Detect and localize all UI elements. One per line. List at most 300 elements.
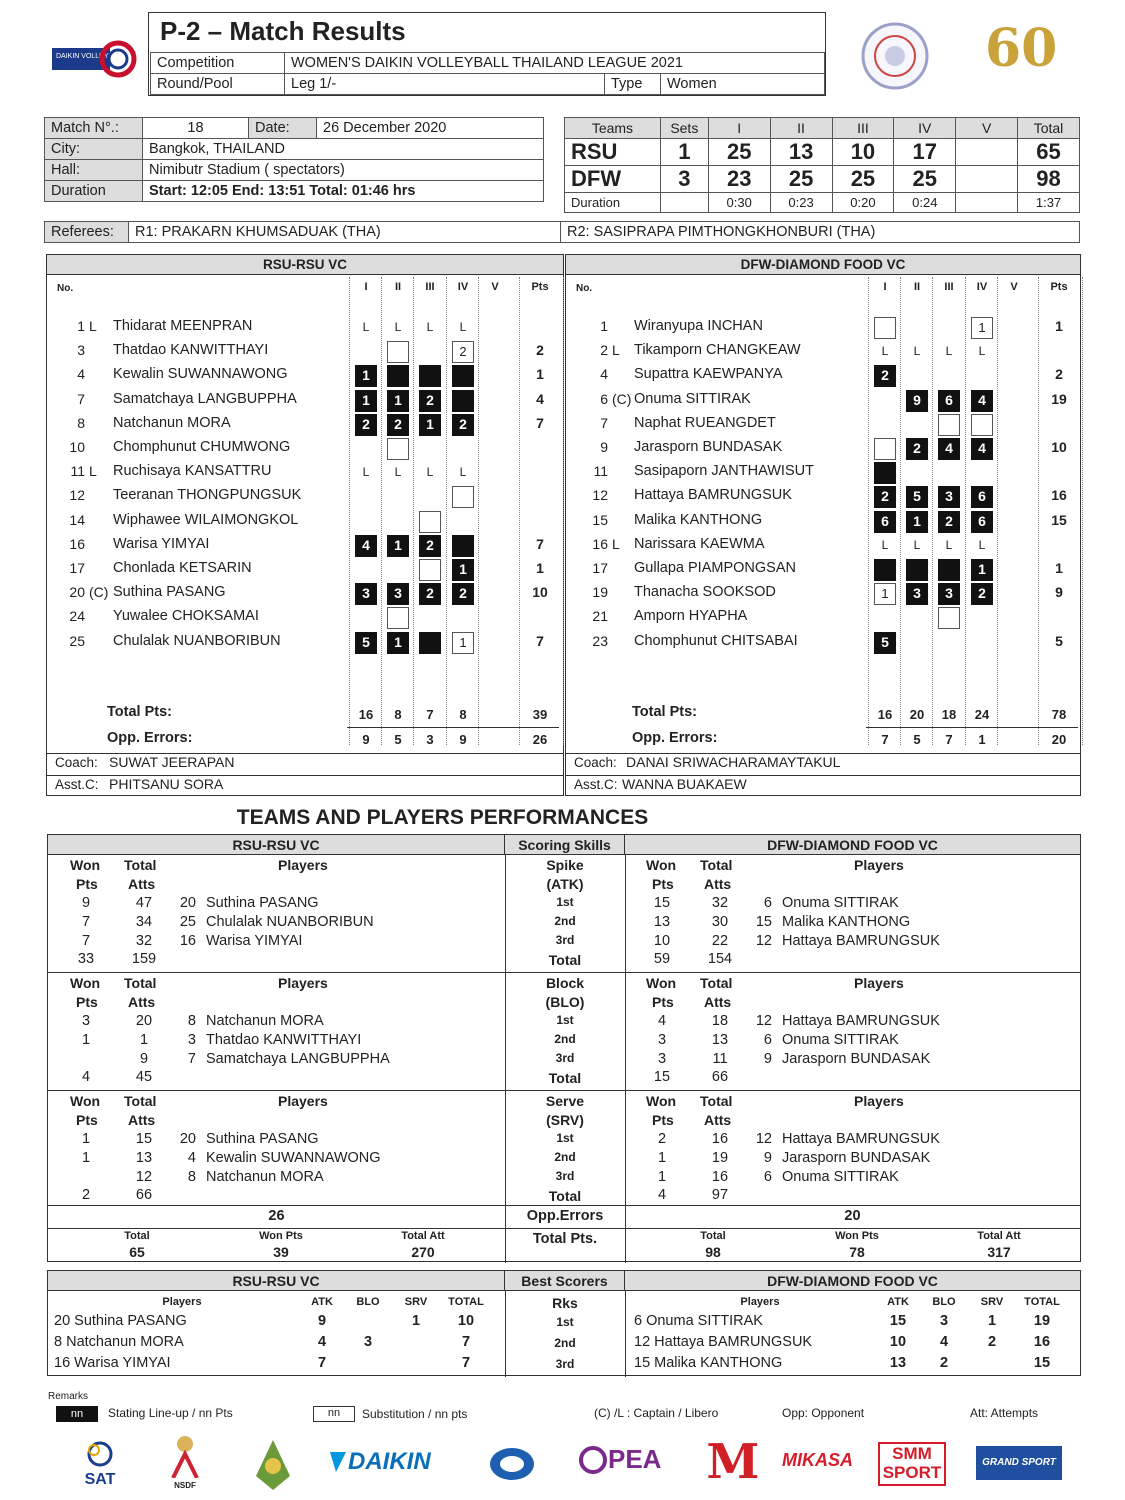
libero-mark: L [426, 320, 434, 334]
won-pts: 3 [81, 1013, 91, 1029]
substitution-cell [938, 607, 960, 629]
column-divider [381, 277, 382, 745]
perf-header: Players [854, 1093, 904, 1109]
player-name: Chomphunut CHUMWONG [113, 439, 291, 455]
player-name: Natchanun MORA [206, 1169, 324, 1185]
perf-team-a: RSU-RSU VC [48, 835, 505, 855]
substitution-cell [452, 486, 474, 508]
skill-total-label: Total [548, 1188, 582, 1204]
best-header: ATK [311, 1296, 333, 1308]
score-cell [956, 139, 1018, 166]
set-opp-error: 3 [426, 732, 434, 747]
summary-header: Total [124, 1230, 150, 1242]
column-divider [965, 277, 966, 745]
set-header: IV [976, 281, 988, 293]
starting-lineup-cell [419, 632, 441, 654]
competition-table [150, 52, 825, 95]
opp-errors-a: 26 [268, 1208, 285, 1224]
player-number: 4 [187, 1150, 196, 1166]
starting-lineup-cell: 2 [419, 583, 441, 605]
perf-header: Won [646, 975, 677, 991]
score-header-4: III [832, 118, 894, 139]
best-header: SRV [404, 1296, 428, 1308]
substitution-cell [971, 414, 993, 436]
coach-name: DANAI SRIWACHARAMAYTAKUL [626, 754, 841, 770]
perf-header: Total [124, 975, 157, 991]
daikin-logo: DAIKIN [328, 1448, 458, 1488]
starting-lineup-cell: 4 [355, 535, 377, 557]
starting-lineup-cell [452, 390, 474, 412]
duration-cell: 0:24 [894, 193, 956, 213]
perf-header: Players [854, 857, 904, 873]
summary-header: Total [700, 1230, 726, 1242]
atts-total: 97 [711, 1187, 729, 1203]
starting-lineup-cell: 4 [938, 438, 960, 460]
player-number: 4 [600, 366, 608, 383]
player-name: Samatchaya LANGBUPPHA [206, 1051, 390, 1067]
player-number: 8 [77, 414, 85, 431]
summary-header: Won Pts [259, 1230, 303, 1242]
best-stat: 3 [363, 1334, 373, 1350]
player-name: Natchanun MORA [113, 414, 231, 431]
player-name: Kewalin SUWANNAWONG [113, 366, 288, 383]
no-header: No. [57, 283, 74, 294]
starting-lineup-cell [452, 365, 474, 387]
set-total: 24 [974, 707, 990, 722]
skill-name: Block [545, 975, 585, 991]
perf-header: Won [70, 975, 101, 991]
perf-skills-header: Scoring Skills [505, 835, 625, 855]
perf-header: Pts [652, 994, 674, 1010]
competition-value: WOMEN'S DAIKIN VOLLEYBALL THAILAND LEAGUE 2021 [285, 53, 825, 74]
player-name: Naphat RUEANGDET [634, 414, 776, 431]
total-atts: 47 [135, 895, 153, 911]
best-header: TOTAL [448, 1296, 484, 1308]
best-header: TOTAL [1024, 1296, 1060, 1308]
player-points: 1 [536, 366, 544, 383]
column-divider [349, 277, 350, 745]
best-player: 16 Warisa YIMYAI [54, 1355, 171, 1371]
player-name: Chulalak NUANBORIBUN [206, 914, 374, 930]
skill-abbr: (SRV) [546, 1112, 584, 1128]
player-number: 20 [179, 1131, 196, 1147]
best-stat: 4 [317, 1334, 327, 1350]
perf-header: Atts [128, 876, 156, 892]
starting-lineup-cell [387, 365, 409, 387]
atts-total: 66 [135, 1187, 153, 1203]
libero-mark: L [945, 537, 953, 552]
score-header-3: II [770, 118, 832, 139]
starting-lineup-cell: 3 [938, 486, 960, 508]
total-pts-label: Total Pts. [532, 1231, 598, 1247]
type-value: Women [661, 74, 825, 95]
player-tag: L [612, 535, 620, 552]
summary-header: Total Att [401, 1230, 445, 1242]
perf-header: Players [278, 857, 328, 873]
match-hall: Nimibutr Stadium ( spectators) [143, 160, 544, 181]
player-name: Onuma SITTIRAK [782, 1032, 899, 1048]
player-number: 17 [69, 560, 85, 576]
best-player: 8 Natchanun MORA [54, 1334, 184, 1350]
player-number: 16 [592, 535, 608, 552]
player-name: Wiranyupa INCHAN [634, 318, 763, 334]
player-number: 8 [187, 1013, 196, 1029]
substitution-cell [419, 559, 441, 581]
best-header: Players [740, 1296, 780, 1308]
player-name: Teeranan THONGPUNGSUK [113, 487, 302, 504]
best-stat: 16 [1033, 1334, 1051, 1350]
score-cell: 13 [770, 139, 832, 166]
coach-label: Coach: [55, 755, 98, 770]
grand-sport-logo: GRAND SPORT [976, 1446, 1062, 1480]
player-tag: (C) [612, 390, 632, 407]
won-pts: 1 [657, 1150, 667, 1166]
rank-label: 3rd [555, 933, 575, 947]
score-cell: 65 [1018, 139, 1080, 166]
date-label: Date: [249, 118, 317, 139]
player-points: 1 [1055, 560, 1063, 576]
perf-header: Atts [128, 994, 156, 1010]
best-stat: 15 [889, 1313, 907, 1329]
divider [48, 1090, 1080, 1091]
best-stat: 9 [317, 1313, 327, 1329]
player-number: 25 [179, 914, 196, 930]
player-name: Thidarat MEENPRAN [113, 318, 253, 334]
total-pts-label: Total Pts: [632, 704, 697, 720]
starting-lineup-cell: 2 [452, 583, 474, 605]
best-stat: 3 [939, 1313, 949, 1329]
starting-lineup-cell [874, 559, 896, 581]
best-player: 12 Hattaya BAMRUNGSUK [634, 1334, 813, 1350]
total-atts: 19 [711, 1150, 729, 1166]
rank-label: 1st [556, 1131, 574, 1145]
substitution-cell [938, 414, 960, 436]
pts-header: Pts [531, 281, 549, 293]
column-divider [1038, 277, 1039, 745]
player-number: 9 [763, 1051, 772, 1067]
player-points: 7 [536, 535, 544, 552]
won-pts: 13 [653, 914, 671, 930]
player-number: 6 [763, 1169, 772, 1185]
player-number: 16 [179, 933, 196, 949]
perf-header: Atts [704, 994, 732, 1010]
score-cell: 1 [660, 139, 708, 166]
score-cell: 25 [832, 166, 894, 193]
attempts-legend: Att: Attempts [970, 1406, 1039, 1420]
starting-lineup-cell: 2 [419, 390, 441, 412]
opp-errors-b: 20 [844, 1208, 861, 1224]
player-name: Jarasporn BUNDASAK [782, 1150, 931, 1166]
player-name: Suthina PASANG [206, 1131, 319, 1147]
player-name: Yuwalee CHOKSAMAI [113, 608, 259, 625]
player-points: 19 [1051, 390, 1067, 407]
libero-mark: L [394, 320, 402, 334]
starting-lineup-cell: 4 [971, 438, 993, 460]
substitution-cell: 1 [874, 583, 896, 605]
starting-legend-box: nn [56, 1406, 98, 1422]
player-points: 7 [536, 414, 544, 431]
libero-mark: L [945, 344, 953, 359]
perf-header: Pts [76, 876, 98, 892]
perf-header: Pts [76, 994, 98, 1010]
player-number: 16 [69, 535, 85, 552]
divider [48, 1228, 1080, 1229]
player-name: Sasipaporn JANTHAWISUT [634, 463, 814, 480]
asst-coach-name: WANNA BUAKAEW [622, 776, 747, 792]
set-header: V [1010, 281, 1018, 293]
won-pts: 1 [657, 1169, 667, 1185]
starting-lineup-cell: 2 [906, 438, 928, 460]
player-name: Narissara KAEWMA [634, 535, 765, 552]
nsdf-logo: NSDF [160, 1434, 210, 1496]
set-header: V [491, 281, 499, 293]
set-total: 78 [1051, 707, 1067, 722]
player-name: Jarasporn BUNDASAK [782, 1051, 931, 1067]
smm-sport-logo: SMM SPORT [878, 1442, 946, 1486]
perf-header: Atts [704, 876, 732, 892]
best-stat: 13 [889, 1355, 907, 1371]
player-name: Gullapa PIAMPONGSAN [634, 560, 796, 576]
remarks-label: Remarks [48, 1391, 89, 1402]
player-name: Suthina PASANG [113, 584, 226, 601]
player-number: 23 [592, 632, 608, 649]
player-name: Thanacha SOOKSOD [634, 584, 776, 601]
perf-header: Pts [652, 876, 674, 892]
round-value: Leg 1/- [285, 74, 605, 95]
round-label: Round/Pool [151, 74, 285, 95]
coach-name: SUWAT JEERAPAN [109, 754, 235, 770]
starting-lineup-cell: 1 [387, 535, 409, 557]
player-number: 1 [600, 318, 608, 334]
won-pts: 15 [653, 895, 671, 911]
column-divider [478, 277, 479, 745]
substitution-legend-box: nn [313, 1406, 355, 1422]
match-no: 18 [143, 118, 249, 139]
player-number: 7 [77, 390, 85, 407]
substitution-cell: 1 [971, 317, 993, 339]
libero-mark: L [978, 537, 986, 552]
set-total: 20 [909, 707, 925, 722]
set-opp-error: 20 [1051, 732, 1067, 747]
summary-value: 317 [987, 1244, 1011, 1260]
set-total: 8 [394, 707, 402, 722]
starting-lineup-cell [874, 462, 896, 484]
starting-lineup-cell [419, 365, 441, 387]
player-name: Thatdao KANWITTHAYI [206, 1032, 362, 1048]
won-pts: 10 [653, 933, 671, 949]
atts-total: 45 [135, 1069, 153, 1085]
score-cell: 25 [770, 166, 832, 193]
referee-2: R2: SASIPRAPA PIMTHONGKHONBURI (THA) [561, 222, 1080, 243]
player-points: 16 [1051, 487, 1067, 504]
sponsor-bar [60, 1432, 1080, 1498]
best-stat: 1 [987, 1313, 997, 1329]
match-city: Bangkok, THAILAND [143, 139, 544, 160]
set-header: III [425, 281, 435, 293]
perf-header: Total [124, 1093, 157, 1109]
set-opp-error: 5 [913, 732, 921, 747]
player-points: 2 [536, 342, 544, 359]
starting-lineup-cell: 1 [906, 511, 928, 533]
player-name: Chonlada KETSARIN [113, 560, 252, 576]
player-name: Hattaya BAMRUNGSUK [782, 1013, 940, 1029]
player-number: 3 [187, 1032, 196, 1048]
player-name: Thatdao KANWITTHAYI [113, 342, 269, 359]
player-number: 11 [70, 463, 85, 480]
player-points: 2 [1055, 366, 1063, 383]
player-name: Malika KANTHONG [634, 511, 763, 528]
perf-header: Won [646, 857, 677, 873]
won-pts-total: 4 [81, 1069, 91, 1085]
player-points: 5 [1055, 632, 1063, 649]
federation-seal [860, 20, 930, 92]
score-cell: 17 [894, 139, 956, 166]
set-opp-error: 7 [945, 732, 953, 747]
starting-lineup-cell: 6 [874, 511, 896, 533]
score-cell: 23 [708, 166, 770, 193]
won-pts: 7 [81, 933, 91, 949]
rank-label: 1st [556, 1315, 574, 1329]
player-points: 15 [1051, 511, 1067, 528]
column-divider [519, 277, 520, 745]
league-logo [50, 38, 138, 82]
opp-errors-label: Opp. Errors: [107, 730, 193, 746]
starting-lineup-cell: 1 [387, 390, 409, 412]
player-name: Onuma SITTIRAK [782, 895, 899, 911]
m-lifestore-logo: M [706, 1434, 760, 1490]
skill-abbr: (BLO) [545, 994, 585, 1010]
perf-header: Total [700, 975, 733, 991]
pea-logo: PEA [578, 1444, 672, 1488]
libero-mark: L [913, 537, 921, 552]
starting-lineup-cell: 2 [938, 511, 960, 533]
total-atts: 22 [711, 933, 729, 949]
player-number: 7 [600, 414, 608, 431]
rank-label: 1st [556, 1013, 574, 1027]
won-pts: 1 [81, 1150, 91, 1166]
opponent-legend: Opp: Opponent [782, 1406, 865, 1420]
total-atts: 34 [135, 914, 153, 930]
perf-header: Total [700, 1093, 733, 1109]
player-number: 6 [763, 895, 772, 911]
player-name: Natchanun MORA [206, 1013, 324, 1029]
set-total: 39 [532, 707, 548, 722]
player-name: Chulalak NUANBORIBUN [113, 632, 281, 649]
best-scorers-table [47, 1270, 1081, 1376]
player-name: Samatchaya LANGBUPPHA [113, 390, 297, 407]
perf-header: Atts [704, 1112, 732, 1128]
set-header: I [883, 281, 887, 293]
starting-lineup-cell: 6 [938, 390, 960, 412]
player-name: Wiphawee WILAIMONGKOL [113, 511, 299, 528]
rank-label: 2nd [554, 1032, 576, 1046]
column-divider [413, 277, 414, 745]
summary-value: 98 [705, 1244, 721, 1260]
player-number: 17 [592, 560, 608, 576]
coach-label: Coach: [574, 755, 617, 770]
player-number: 11 [593, 463, 608, 480]
set-total: 8 [459, 707, 467, 722]
set-opp-error: 1 [978, 732, 986, 747]
referees-table [44, 221, 1080, 243]
won-pts: 7 [81, 914, 91, 930]
score-cell: 25 [894, 166, 956, 193]
skill-name: Spike [546, 857, 584, 873]
score-header-2: I [708, 118, 770, 139]
match-info-table [44, 117, 544, 202]
best-header: Players [162, 1296, 202, 1308]
starting-lineup-cell: 6 [971, 486, 993, 508]
skill-total-label: Total [548, 1070, 582, 1086]
total-atts: 30 [711, 914, 729, 930]
competition-label: Competition [151, 53, 285, 74]
set-opp-error: 9 [459, 732, 467, 747]
player-tag: L [89, 318, 97, 334]
divider [48, 972, 1080, 973]
starting-lineup-cell: 2 [452, 414, 474, 436]
player-number: 4 [77, 366, 85, 383]
libero-mark: L [978, 344, 986, 359]
player-tag: L [612, 342, 620, 359]
total-atts: 18 [711, 1013, 729, 1029]
column-divider [900, 277, 901, 745]
city-label: City: [45, 139, 143, 160]
starting-lineup-cell: 3 [906, 583, 928, 605]
player-name: Onuma SITTIRAK [634, 390, 751, 407]
perf-header: Total [700, 857, 733, 873]
starting-lineup-cell: 1 [419, 414, 441, 436]
perf-header: Atts [128, 1112, 156, 1128]
player-points: 4 [536, 390, 544, 407]
total-atts: 11 [712, 1051, 728, 1067]
best-team-b: DFW-DIAMOND FOOD VC [625, 1271, 1080, 1291]
won-pts-total: 15 [653, 1069, 671, 1085]
player-number: 20 [179, 895, 196, 911]
libero-mark: L [881, 537, 889, 552]
starting-lineup-cell: 6 [971, 511, 993, 533]
atts-total: 159 [131, 951, 157, 967]
player-points: 10 [1051, 439, 1067, 455]
best-player: 20 Suthina PASANG [54, 1313, 187, 1329]
starting-lineup-cell: 2 [874, 486, 896, 508]
match-duration: Start: 12:05 End: 13:51 Total: 01:46 hrs [143, 181, 544, 202]
libero-mark: L [362, 320, 370, 334]
player-number: 12 [755, 1013, 772, 1029]
duration-cell: 0:30 [708, 193, 770, 213]
player-number: 15 [592, 511, 608, 528]
best-stat: 7 [317, 1355, 327, 1371]
player-name: Hattaya BAMRUNGSUK [782, 1131, 940, 1147]
player-number: 12 [592, 487, 608, 504]
set-opp-error: 5 [394, 732, 402, 747]
set-total: 16 [877, 707, 893, 722]
perf-header: Won [70, 1093, 101, 1109]
column-divider [563, 277, 564, 745]
player-points: 9 [1055, 584, 1063, 601]
player-number: 14 [69, 511, 85, 528]
libero-mark: L [426, 465, 434, 480]
rks-header: Rks [552, 1295, 578, 1311]
best-stat: 7 [461, 1355, 471, 1371]
best-stat: 2 [987, 1334, 997, 1350]
performances-title: TEAMS AND PLAYERS PERFORMANCES [236, 806, 649, 829]
performances-table [47, 834, 1081, 1262]
total-atts: 13 [135, 1150, 153, 1166]
starting-lineup-cell: 5 [874, 632, 896, 654]
duration-cell: 0:23 [770, 193, 832, 213]
asst-coach-label: Asst.C: [55, 777, 99, 792]
skill-abbr: (ATK) [546, 876, 584, 892]
